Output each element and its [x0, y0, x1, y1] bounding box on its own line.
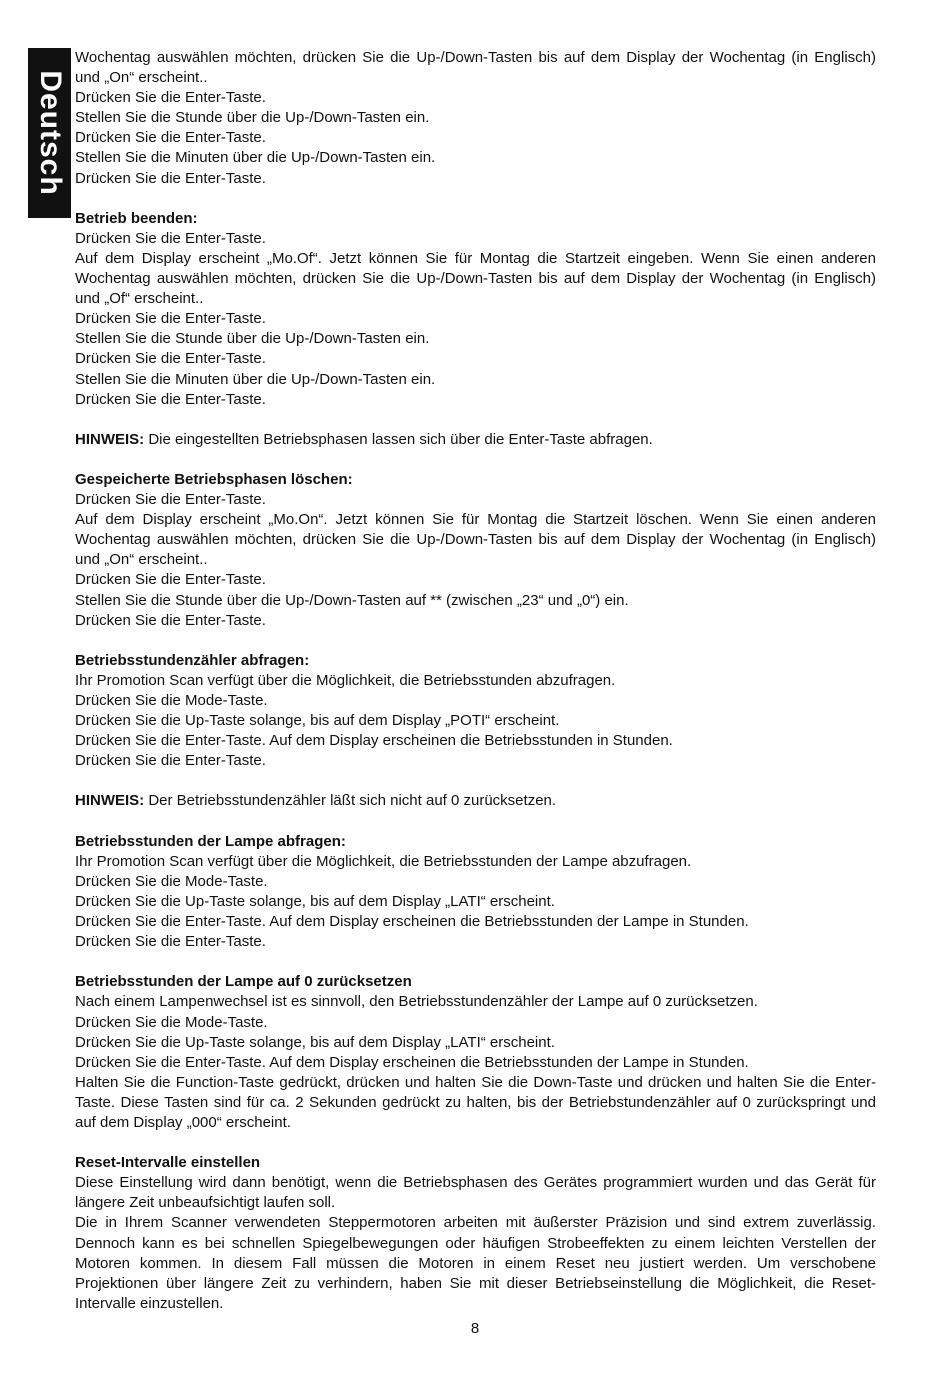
- note-text: Die eingestellten Betriebsphasen lassen sich über die Enter-Taste abfragen.: [144, 430, 653, 448]
- note-label: HINWEIS:: [75, 430, 145, 448]
- note: [75, 791, 876, 811]
- paragraph: Die in Ihrem Scanner verwendeten Steppermotoren arbeiten mit äußerster Präzision und sind extrem zuverlässig. Dennoch kann es bei schnellen Spiegelbewegungen oder häufigen Strobeeffekten zu einem leichten Verstellen der Motoren kommen. In diesem Fall müssen die Motoren in einem Reset neu justiert werden. Um verschobene Projektionen über längere Zeit zu verhindern, haben Sie mit dieser Betriebseinstellung die Möglichkeit, die Reset-Intervalle einzustellen.: [75, 1214, 876, 1312]
- instruction-line: Stellen Sie die Minuten über die Up-/Down-Tasten ein.: [75, 370, 436, 388]
- paragraph: Wochentag auswählen möchten, drücken Sie die Up-/Down-Tasten bis auf dem Display der Wochentag (in Englisch) und „On“ erscheint..: [75, 49, 876, 87]
- section-heading: Betriebsstundenzähler abfragen:: [75, 651, 310, 669]
- instruction-line: Drücken Sie die Enter-Taste. Auf dem Display erscheinen die Betriebsstunden in Stunden.: [75, 732, 673, 750]
- instruction-line: Drücken Sie die Enter-Taste.: [75, 89, 266, 107]
- paragraph: Diese Einstellung wird dann benötigt, wenn die Betriebsphasen des Gerätes programmiert wurden und das Gerät für längere Zeit unbeaufsichtigt laufen soll.: [75, 1174, 876, 1212]
- instruction-line: Drücken Sie die Enter-Taste.: [75, 571, 266, 589]
- instruction-line: Drücken Sie die Up-Taste solange, bis auf dem Display „POTI“ erscheint.: [75, 712, 560, 730]
- section-heading: Reset-Intervalle einstellen: [75, 1154, 261, 1172]
- language-tab: [28, 48, 71, 218]
- instruction-line: Drücken Sie die Up-Taste solange, bis auf dem Display „LATI“ erscheint.: [75, 892, 555, 910]
- instruction-line: Drücken Sie die Mode-Taste.: [75, 692, 268, 709]
- instruction-line: Stellen Sie die Stunde über die Up-/Down-Tasten ein.: [75, 109, 430, 127]
- instruction-line: Ihr Promotion Scan verfügt über die Möglichkeit, die Betriebsstunden abzufragen.: [75, 671, 616, 689]
- instruction-line: Stellen Sie die Stunde über die Up-/Down-Tasten ein.: [75, 330, 430, 348]
- instruction-line: Ihr Promotion Scan verfügt über die Möglichkeit, die Betriebsstunden der Lampe abzufragen.: [75, 852, 692, 870]
- section-heading: Betrieb beenden:: [75, 209, 198, 227]
- section-heading: Betriebsstunden der Lampe abfragen:: [75, 832, 346, 850]
- instruction-line: Drücken Sie die Enter-Taste.: [75, 390, 266, 408]
- instruction-line: Drücken Sie die Enter-Taste.: [75, 611, 266, 629]
- note-label: HINWEIS:: [75, 792, 145, 810]
- instruction-line: Drücken Sie die Enter-Taste.: [75, 310, 266, 328]
- instruction-line: Drücken Sie die Enter-Taste. Auf dem Display erscheinen die Betriebsstunden der Lampe in Stunden.: [75, 913, 749, 931]
- paragraph: Halten Sie die Function-Taste gedrückt, drücken und halten Sie die Down-Taste und drücken und halten Sie die Enter-Taste. Diese Tasten sind für ca. 2 Sekunden gedrückt zu halten, bis der Betriebstundenzähler auf 0 zurückspringt und auf dem Display „000“ erscheint.: [75, 1073, 876, 1131]
- instruction-line: Drücken Sie die Enter-Taste.: [75, 933, 266, 951]
- instruction-line: Drücken Sie die Mode-Taste.: [75, 1013, 268, 1031]
- section-heading: Gespeicherte Betriebsphasen löschen:: [75, 470, 353, 488]
- instruction-line: Drücken Sie die Mode-Taste.: [75, 872, 268, 890]
- instruction-line: Stellen Sie die Stunde über die Up-/Down-Tasten auf ** (zwischen „23“ und „0“) ein.: [75, 591, 629, 609]
- language-tab-label: Deutsch: [33, 70, 67, 196]
- instruction-line: Drücken Sie die Enter-Taste.: [75, 350, 266, 368]
- instruction-line: Stellen Sie die Minuten über die Up-/Down-Tasten ein.: [75, 149, 436, 167]
- note-text: Der Betriebsstundenzähler läßt sich nicht auf 0 zurücksetzen.: [144, 792, 557, 810]
- instruction-line: Drücken Sie die Enter-Taste. Auf dem Display erscheinen die Betriebsstunden der Lampe in Stunden.: [75, 1053, 749, 1071]
- paragraph: Auf dem Display erscheint „Mo.Of“. Jetzt können Sie für Montag die Startzeit eingeben. Wenn Sie einen anderen Wochentag auswählen möchten, drücken Sie die Up-/Down-Tasten bis auf dem Display der Wochentag (in Englisch) und „Of“ erscheint..: [75, 249, 876, 308]
- paragraph: Auf dem Display erscheint „Mo.On“. Jetzt können Sie für Montag die Startzeit löschen. Wenn Sie einen anderen Wochentag auswählen möchten, drücken Sie die Up-/Down-Tasten bis auf dem Display der Wochentag (in Englisch) und „On“ erscheint..: [75, 511, 876, 569]
- note: [75, 430, 876, 450]
- page-content: [75, 48, 876, 1314]
- section-heading: Betriebsstunden der Lampe auf 0 zurücksetzen: [75, 973, 412, 991]
- instruction-line: Drücken Sie die Enter-Taste.: [75, 129, 266, 147]
- page-number: 8: [470, 1320, 480, 1337]
- instruction-line: Nach einem Lampenwechsel ist es sinnvoll, den Betriebsstundenzähler der Lampe auf 0 zurücksetzen.: [75, 993, 758, 1011]
- instruction-line: Drücken Sie die Up-Taste solange, bis auf dem Display „LATI“ erscheint.: [75, 1033, 555, 1051]
- instruction-line: Drücken Sie die Enter-Taste.: [75, 229, 266, 247]
- instruction-line: Drücken Sie die Enter-Taste.: [75, 169, 266, 187]
- instruction-line: Drücken Sie die Enter-Taste.: [75, 752, 266, 770]
- instruction-line: Drücken Sie die Enter-Taste.: [75, 491, 266, 509]
